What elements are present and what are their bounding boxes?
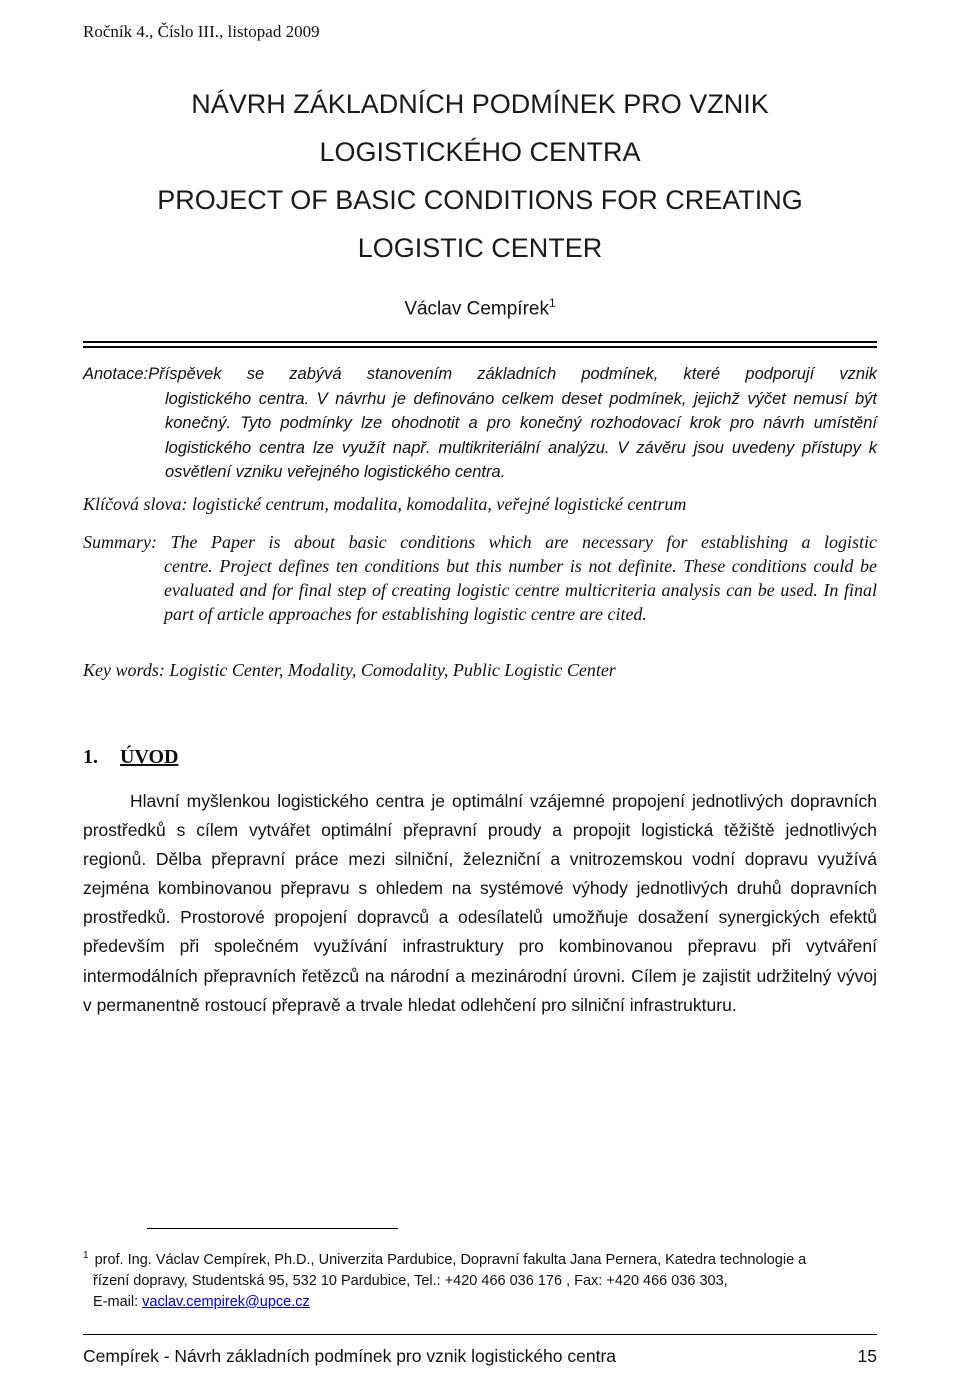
footer-rule bbox=[83, 1334, 877, 1335]
section-title: ÚVOD bbox=[120, 746, 179, 768]
author-footnote-mark: 1 bbox=[548, 296, 556, 310]
intro-paragraph: Hlavní myšlenkou logistického centra je optimální vzájemné propojení jednotlivých dopravních prostředků s cílem vytvářet optimální přepravní proudy a propojit logistická těžiště jednotlivých regionů. Dělba přepravní práce mezi silniční, železniční a vnitrozemskou vodní dopravu využívá zejména kombinovanou přepravu s ohledem na systémové výhody jednotlivých druhů dopravních prostředků. Prostorové propojení dopravců a odesílatelů umožňuje dosažení synergických efektů především při společném využívání infrastruktury pro kombinovanou přepravu při vytváření intermodálních přepravních řetězců na národní a mezinárodní úrovni. Cílem je zajistit udržitelný vývoj v permanentně rostoucí přepravě a trvale hledat odlehčení pro silniční infrastrukturu. bbox=[83, 791, 877, 1015]
footnote bbox=[83, 1245, 877, 1313]
title-line-cz-2: LOGISTICKÉHO CENTRA bbox=[319, 137, 641, 167]
abstract-cz bbox=[83, 362, 877, 485]
title-line-en-2: LOGISTIC CENTER bbox=[357, 233, 603, 263]
paper-title bbox=[60, 80, 900, 272]
footnote-line-3 bbox=[83, 1292, 877, 1313]
journal-header: Ročník 4., Číslo III., listopad 2009 bbox=[83, 22, 320, 41]
footnote-line-1: $^1$ prof. Ing. Václav Cempírek, Ph.D., Univerzita Pardubice, Dopravní fakulta Jana Pernera, Katedra technologie a bbox=[83, 1250, 807, 1268]
abstract-cz-first-text: Příspěvek se zabývá stanovením základních podmínek, které podporují vznik bbox=[148, 365, 877, 383]
footer-text: Cempírek - Návrh základních podmínek pro vznik logistického centra bbox=[83, 1346, 617, 1366]
email-link[interactable]: vaclav.cempirek@upce.cz bbox=[142, 1293, 310, 1310]
footnote-line-2: řízení dopravy, Studentská 95, 532 10 Pardubice, Tel.: +420 466 036 176 , Fax: +420 466 036 303, bbox=[93, 1272, 728, 1289]
section-heading bbox=[83, 746, 179, 769]
abstract-en-first-line: Summary: The Paper is about basic conditions which are necessary for establishing a logistic bbox=[83, 532, 877, 552]
section-number: 1. bbox=[83, 746, 98, 768]
footnote-mark: 1 bbox=[83, 1250, 89, 1261]
abstract-cz-first-line bbox=[83, 362, 877, 387]
page-footer bbox=[83, 1346, 877, 1367]
keywords-en: Key words: Logistic Center, Modality, Comodality, Public Logistic Center bbox=[83, 660, 616, 680]
abstract-cz-label: Anotace: bbox=[83, 365, 149, 383]
author bbox=[0, 296, 960, 320]
page-number: 15 bbox=[857, 1346, 877, 1366]
footnote-separator bbox=[147, 1228, 398, 1229]
double-rule-top bbox=[83, 341, 877, 343]
keywords-cz: Klíčová slova: logistické centrum, modalita, komodalita, veřejné logistické centrum bbox=[83, 494, 687, 514]
email-label: E-mail: bbox=[93, 1293, 143, 1310]
abstract-en-text: centre. Project defines ten conditions but this number is not definite. These conditions could be evaluated and for final step of creating logistic centre multicriteria analysis can be used. In final part of article approaches for establishing logistic centre are cited. bbox=[164, 556, 877, 624]
title-line-en-1: PROJECT OF BASIC CONDITIONS FOR CREATING bbox=[157, 185, 803, 215]
double-rule-bottom bbox=[83, 346, 877, 348]
abstract-cz-text: logistického centra. V návrhu je definováno celkem deset podmínek, jejichž výčet nemusí být konečný. Tyto podmínky lze ohodnotit a pro konečný rozhodovací krok pro návrh umístění logistického centra lze využít např. multikriteriální analýzu. V závěru jsou uvedeny přístupy k osvětlení vzniku veřejného logistického centra. bbox=[165, 389, 877, 481]
title-line-cz-1: NÁVRH ZÁKLADNÍCH PODMÍNEK PRO VZNIK bbox=[191, 89, 769, 119]
abstract-en bbox=[83, 530, 877, 626]
author-name: Václav Cempírek bbox=[404, 298, 549, 320]
